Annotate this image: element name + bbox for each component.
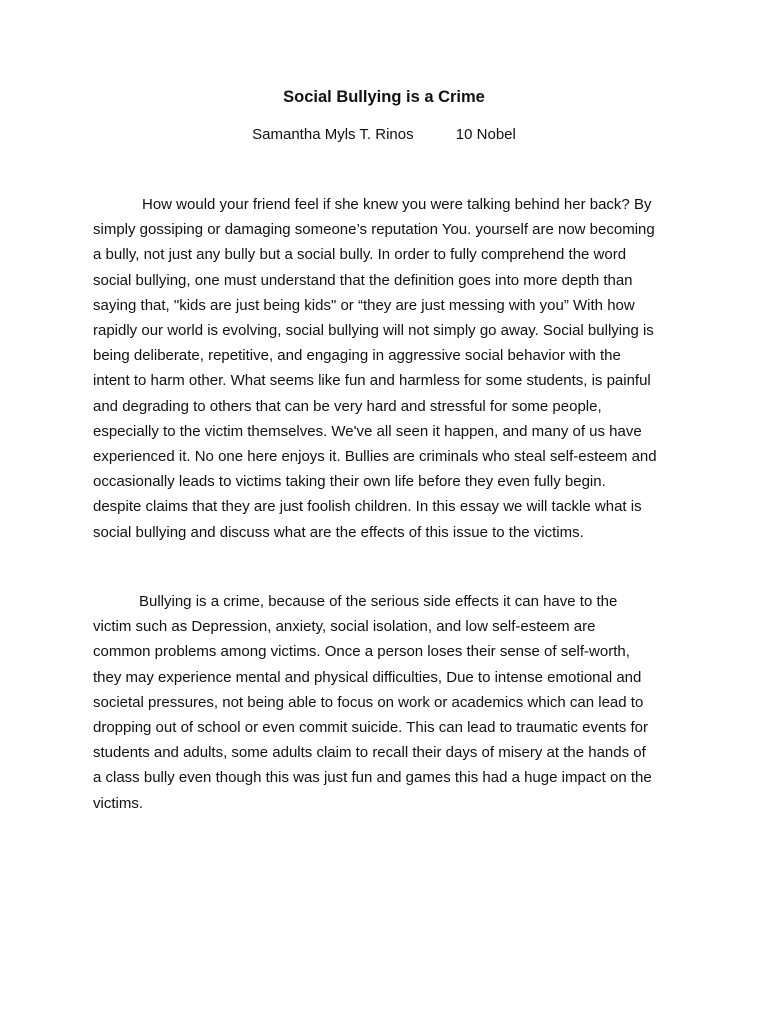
paragraph-line: students and adults, some adults claim to recall their days of misery at the hands of bbox=[93, 744, 646, 762]
author-name: Samantha Myls T. Rinos bbox=[252, 126, 414, 143]
paragraph-line: a class bully even though this was just fun and games this had a huge impact on the bbox=[93, 769, 652, 787]
paragraph-line: dropping out of school or even commit suicide. This can lead to traumatic events for bbox=[93, 719, 649, 737]
paragraph-line: simply gossiping or damaging someone’s reputation You. yourself are now becoming bbox=[93, 221, 655, 239]
paragraph-line: victims. bbox=[93, 794, 143, 812]
byline bbox=[0, 124, 768, 146]
paragraph-line: rapidly our world is evolving, social bullying will not simply go away. Social bullying is bbox=[93, 322, 654, 340]
document-title: Social Bullying is a Crime bbox=[283, 88, 485, 106]
paragraph-line: Bullying is a crime, because of the serious side effects it can have to the bbox=[139, 593, 618, 610]
paragraph-line: they may experience mental and physical difficulties, Due to intense emotional and bbox=[93, 668, 642, 686]
paragraph-line: being deliberate, repetitive, and engaging in aggressive social behavior with the bbox=[93, 347, 621, 365]
section-name: 10 Nobel bbox=[455, 126, 516, 143]
paragraph-line: and degrading to others that can be very hard and stressful for some people, bbox=[93, 397, 602, 415]
paragraph-line: common problems among victims. Once a person loses their sense of self-worth, bbox=[93, 643, 630, 661]
paragraph-line: intent to harm other. What seems like fun and harmless for some students, is painful bbox=[93, 372, 651, 390]
paragraph-line: social bullying and discuss what are the effects of this issue to the victims. bbox=[93, 523, 584, 541]
paragraph-2 bbox=[93, 589, 677, 816]
paragraph-line: a bully, not just any bully but a social bully. In order to fully comprehend the word bbox=[93, 246, 627, 264]
paragraph-line: societal pressures, not being able to focus on work or academics which can lead to bbox=[93, 693, 644, 711]
paragraph-line: How would your friend feel if she knew you were talking behind her back? By bbox=[142, 196, 652, 213]
paragraph-line: despite claims that they are just foolish children. In this essay we will tackle what is bbox=[93, 498, 642, 516]
paragraph-1 bbox=[93, 192, 677, 545]
paragraph-line: saying that, "kids are just being kids" or “they are just messing with you” With how bbox=[93, 296, 635, 314]
paragraph-line: occasionally leads to victims taking their own life before they even fully begin. bbox=[93, 473, 606, 491]
paragraph-line: experienced it. No one here enjoys it. Bullies are criminals who steal self-esteem and bbox=[93, 448, 657, 466]
paragraph-line: social bullying, one must understand that the definition goes into more depth than bbox=[93, 271, 633, 289]
paragraph-line: especially to the victim themselves. We've all seen it happen, and many of us have bbox=[93, 422, 642, 440]
paragraph-line: victim such as Depression, anxiety, social isolation, and low self-esteem are bbox=[93, 618, 596, 636]
